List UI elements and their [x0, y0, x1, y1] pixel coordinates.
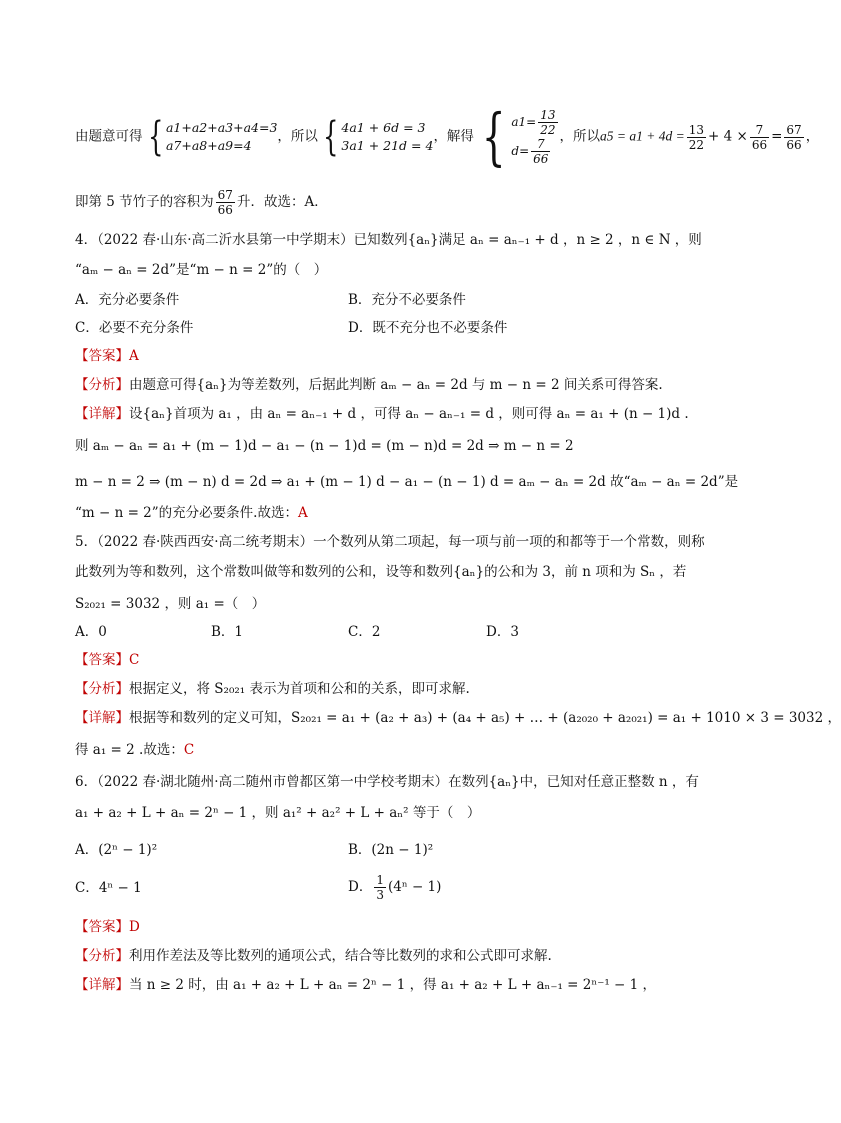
q4-answer [75, 346, 734, 366]
analysis-text: 由题意可得{aₙ}为等差数列，后据此判断 aₘ − aₙ = 2d 与 m − n = 2 间关系可得答案. [129, 377, 663, 393]
fraction: $\frac{67}{66}$ [217, 188, 233, 217]
text: ，所以 [277, 128, 318, 145]
answer-tag: 【答案】 [75, 919, 129, 935]
analysis-tag: 【分析】 [75, 377, 129, 393]
text: ，解得 [433, 128, 474, 145]
q4-detail-2: 则 aₘ − aₙ = a₁ + (m − 1)d − a₁ − (n − 1)d = (m − n)d = 2d ⇒ m − n = 2 [75, 438, 574, 454]
text: ， [805, 128, 820, 145]
q4-analysis [75, 375, 734, 395]
detail-text: 当 n ≥ 2 时，由 a₁ + a₂ + L + aₙ = 2ⁿ − 1 ，得 a₁ + a₂ + L + aₙ₋₁ = 2ⁿ⁻¹ − 1 ， [129, 977, 657, 993]
q5-detail-2 [75, 740, 734, 760]
q5-analysis [75, 679, 734, 699]
q6-option-a: A．(2ⁿ − 1)² [75, 842, 158, 858]
q4-stem-line-1: 4．（2022 春·山东·高二沂水县第一中学期末）已知数列{aₙ}满足 aₙ = aₙ₋₁ + d ，n ≥ 2 ，n ∈ N ，则 [75, 232, 702, 248]
brace-icon: { [147, 114, 163, 160]
math-expr: = [771, 128, 783, 145]
answer-tag: 【答案】 [75, 652, 129, 668]
detail-tag: 【详解】 [75, 406, 129, 422]
detail-tag: 【详解】 [75, 977, 129, 993]
answer-value: C [129, 652, 140, 668]
brace-icon: { [323, 114, 339, 160]
fraction: $\frac{7}{66}$ [751, 122, 768, 152]
text: 升．故选：A． [236, 194, 328, 210]
fraction: $\frac{13}{22}$ [688, 122, 705, 152]
math-expr: a5 = a1 + 4d = [600, 128, 685, 144]
analysis-tag: 【分析】 [75, 948, 129, 964]
q4-detail-3: m − n = 2 ⇒ (m − n) d = 2d ⇒ a₁ + (m − 1) d − a₁ − (n − 1) d = aₘ − aₙ = 2d 故“aₘ − aₙ = 2d”是 [75, 474, 739, 490]
brace-icon: { [481, 100, 506, 173]
q4-option-a: A．充分必要条件 [75, 292, 180, 308]
text: ，所以 [559, 128, 601, 145]
conclusion-line [75, 185, 734, 219]
q4-option-c: C．必要不充分条件 [75, 320, 194, 336]
q5-stem-line-3: S₂₀₂₁ = 3032 ，则 a₁ =（ ） [75, 596, 266, 612]
q6-option-d: D． $\frac{1}{3}$ (4ⁿ − 1) [348, 873, 442, 902]
q5-option-c: C．2 [348, 624, 381, 640]
detail-text: 根据等和数列的定义可知，S₂₀₂₁ = a₁ + (a₂ + a₃) + (a₄ + a₅) + … + (a₂₀₂₀ + a₂₀₂₁) = a₁ + 1010 × 3 = 3032 ， [129, 710, 841, 726]
q5-option-d: D．3 [486, 624, 519, 640]
q5-detail-1 [75, 708, 841, 728]
q6-stem-line-2: a₁ + a₂ + L + aₙ = 2ⁿ − 1 ，则 a₁² + a₂² + L + aₙ² 等于（ ） [75, 805, 481, 821]
q5-option-b: B．1 [211, 624, 244, 640]
equation-system-1: a1+a2+a3+a4=3 a7+a8+a9=4 [165, 120, 278, 153]
detail-tag: 【详解】 [75, 710, 129, 726]
q5-stem-line-2: 此数列为等和数列，这个常数叫做等和数列的公和，设等和数列{aₙ}的公和为 3，前 n 项和为 Sₙ ，若 [75, 564, 687, 580]
solution-system: a1= $\frac{13}{22}$ d= $\frac{7}{66}$ [511, 108, 556, 166]
fraction: $\frac{1}{3}$ [376, 873, 384, 902]
text: 即第 5 节竹子的容积为 [75, 194, 214, 210]
q4-detail-4 [75, 503, 734, 523]
answer-value: A [297, 505, 308, 521]
answer-tag: 【答案】 [75, 348, 129, 364]
q6-option-b: B．(2n − 1)² [348, 842, 434, 858]
q6-detail-1 [75, 975, 734, 995]
q4-option-d: D．既不充分也不必要条件 [348, 320, 508, 336]
q5-stem-line-1: 5．（2022 春·陕西西安·高二统考期末）一个数列从第二项起，每一项与前一项的和都等于一个常数，则称 [75, 534, 705, 550]
analysis-text: 利用作差法及等比数列的通项公式，结合等比数列的求和公式即可求解. [129, 948, 552, 964]
fraction: $\frac{67}{66}$ [786, 122, 802, 152]
math-expr: + 4 × [708, 128, 748, 145]
derivation-line [75, 100, 820, 173]
answer-value: C [183, 742, 195, 758]
detail-text: 设{aₙ}首项为 a₁ ，由 aₙ = aₙ₋₁ + d ，可得 aₙ − aₙ₋₁ = d ，则可得 aₙ = a₁ + (n − 1)d . [129, 406, 689, 422]
q5-answer [75, 650, 734, 670]
q6-option-c: C．4ⁿ − 1 [75, 880, 142, 896]
detail-text: “m − n = 2”的充分必要条件.故选： [75, 505, 298, 521]
q5-option-a: A．0 [75, 624, 107, 640]
analysis-text: 根据定义，将 S₂₀₂₁ 表示为首项和公和的关系，即可求解. [129, 681, 470, 697]
q4-stem-line-2: “aₘ − aₙ = 2d”是“m − n = 2”的（ ） [75, 262, 328, 278]
q6-analysis [75, 946, 734, 966]
q4-option-b: B．充分不必要条件 [348, 292, 466, 308]
answer-value: A [129, 348, 139, 364]
q6-answer [75, 917, 734, 937]
detail-text: 得 a₁ = 2 .故选： [75, 742, 184, 758]
q4-detail-1 [75, 404, 734, 424]
analysis-tag: 【分析】 [75, 681, 129, 697]
q6-stem-line-1: 6．（2022 春·湖北随州·高二随州市曾都区第一中学校考期末）在数列{aₙ}中，已知对任意正整数 n ，有 [75, 774, 699, 790]
equation-system-2: 4a1 + 6d = 3 3a1 + 21d = 4 [341, 120, 434, 153]
text: 由题意可得 [75, 128, 143, 145]
answer-value: D [129, 919, 140, 935]
